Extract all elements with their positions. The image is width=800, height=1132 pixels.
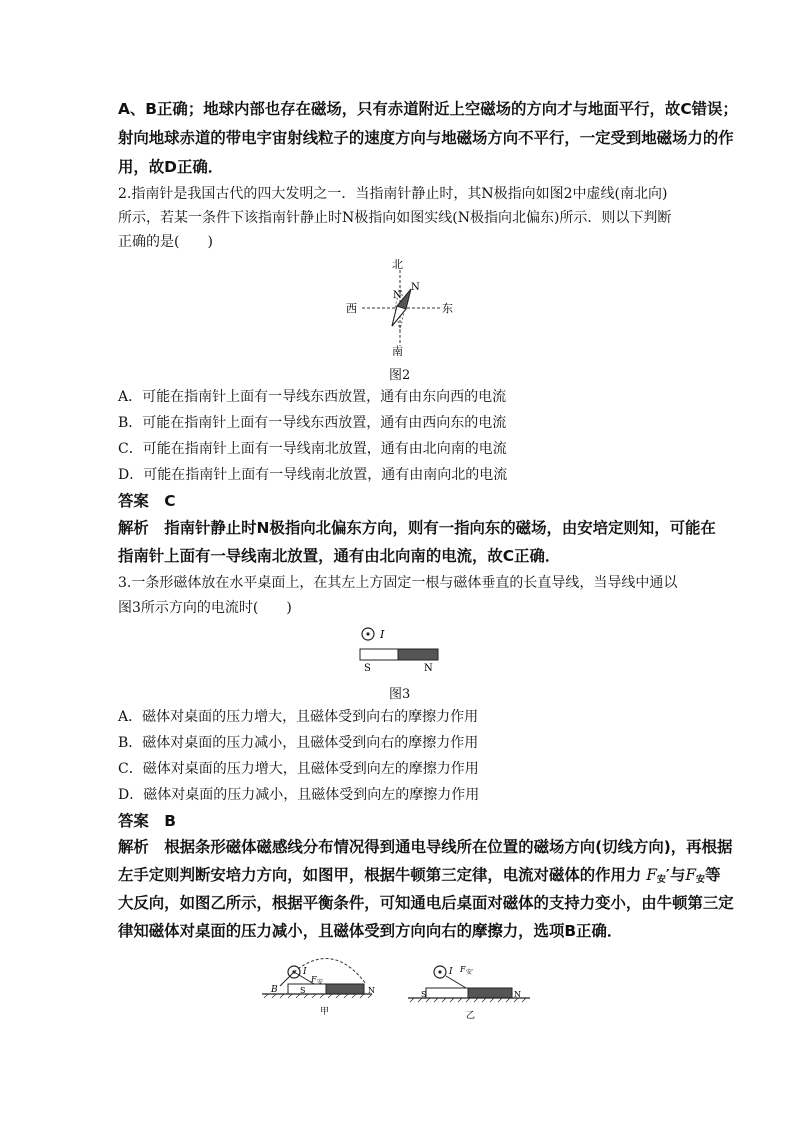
- label-f: F: [311, 975, 317, 984]
- figure-yi: [404, 952, 534, 1024]
- magnet-n-half: [468, 988, 512, 998]
- analysis-label: 解析: [118, 838, 149, 856]
- intro-line-1: A、B正确；地球内部也存在磁场，只有赤道附近上空磁场的方向才与地面平行，故C错误；: [118, 100, 738, 118]
- label-north: 北: [392, 258, 403, 271]
- q3-option-a: A．磁体对桌面的压力增大，且磁体受到向右的摩擦力作用: [118, 709, 479, 725]
- q3-analysis-4: 律知磁体对桌面的压力减小，且磁体受到方向向右的摩擦力，选项B正确．: [118, 922, 623, 940]
- magnet-figure: [350, 620, 450, 672]
- intro-line-3: 用，故D正确．: [118, 158, 224, 176]
- figure2-caption: 图2: [389, 368, 411, 383]
- q2-option-c: C．可能在指南针上面有一导线南北放置，通有由北向南的电流: [118, 441, 507, 457]
- wire-dot: [438, 970, 441, 973]
- wire-dot: [366, 632, 369, 635]
- q2-analysis-1: [118, 515, 716, 541]
- q3-option-c: C．磁体对桌面的压力增大，且磁体受到向左的摩擦力作用: [118, 761, 479, 777]
- q2-option-d: D．可能在指南针上面有一导线南北放置，通有由南向北的电流: [118, 467, 508, 483]
- caption-jia: 甲: [320, 1007, 330, 1017]
- figure3-caption: 图3: [389, 687, 411, 702]
- answer-label: 答案: [118, 492, 149, 510]
- figure-jia: [258, 952, 378, 1024]
- label-current: I: [380, 628, 385, 641]
- label-east: 东: [442, 302, 453, 315]
- q3-analysis-2: 左手定则判断安培力方向，如图甲，根据牛顿第三定律，电流对磁体的作用力 $F_安'$与$F_安$等: [118, 866, 721, 885]
- q3-line-2: 图3所示方向的电流时( ): [118, 600, 292, 616]
- needle-solid-south: [392, 306, 406, 326]
- q3-option-d: D．磁体对桌面的压力减小，且磁体受到向左的摩擦力作用: [118, 787, 480, 803]
- analysis-text: 指南针静止时N极指向北偏东方向，则有一指向东的磁场，由安培定则知，可能在: [164, 519, 716, 537]
- q2-option-a: A．可能在指南针上面有一导线东西放置，通有由东向西的电流: [118, 389, 507, 405]
- label-n: N: [424, 663, 433, 672]
- label-f-sub: 安′: [466, 969, 474, 976]
- q2-line-3: 正确的是( ): [118, 234, 213, 250]
- q3-line-1: 3.一条形磁体放在水平桌面上，在其左上方固定一根与磁体垂直的长直导线，当导线中通以: [118, 575, 678, 591]
- label-i: I: [303, 967, 307, 977]
- q3-analysis-1: [118, 834, 733, 860]
- caption-yi: 乙: [466, 1011, 476, 1021]
- answer-label: 答案: [118, 812, 149, 830]
- label-f: F: [460, 965, 466, 974]
- q2-answer: [118, 488, 690, 514]
- label-s: S: [364, 663, 371, 672]
- q2-line-2: 所示，若某一条件下该指南针静止时N极指向如图实线(N极指向北偏东)所示．则以下判断: [118, 210, 672, 226]
- label-b: B: [271, 985, 278, 995]
- q2-line-1: 2.指南针是我国古代的四大发明之一．当指南针静止时，其N极指向如图2中虚线(南北向): [118, 186, 668, 202]
- label-n: N: [514, 990, 521, 999]
- intro-line-2: 射向地球赤道的带电宇宙射线粒子的速度方向与地磁场方向不平行，一定受到地磁场力的作: [118, 129, 734, 147]
- label-f-sub: 安: [317, 979, 324, 986]
- analysis-label: 解析: [118, 519, 149, 537]
- label-south: 南: [392, 345, 403, 356]
- magnet-n-half: [398, 649, 438, 660]
- label-n: N: [368, 986, 375, 995]
- label-s: S: [300, 986, 306, 995]
- magnet-s-half: [360, 649, 398, 660]
- answer-value: C: [164, 492, 176, 510]
- magnet-n-half: [326, 984, 364, 994]
- q3-answer: [118, 808, 690, 834]
- magnet-s-half: [426, 988, 468, 998]
- label-n-solid: N: [411, 282, 420, 293]
- label-west: 西: [346, 302, 357, 315]
- q2-analysis-2: 指南针上面有一导线南北放置，通有由北向南的电流，故C正确．: [118, 547, 561, 565]
- label-s: S: [421, 990, 427, 999]
- label-i: I: [449, 967, 453, 977]
- f-reaction-vector: [446, 976, 466, 988]
- label-n-dashed: N: [393, 290, 402, 301]
- answer-value: B: [164, 812, 176, 830]
- analysis-text: 根据条形磁体磁感线分布情况得到通电导线所在位置的磁场方向(切线方向)，再根据: [164, 838, 733, 856]
- q2-option-b: B．可能在指南针上面有一导线东西放置，通有由西向东的电流: [118, 415, 507, 431]
- compass-figure: [340, 256, 460, 356]
- q3-analysis-3: 大反向，如图乙所示，根据平衡条件，可知通电后桌面对磁体的支持力变小，由牛顿第三定: [118, 894, 734, 912]
- q3-option-b: B．磁体对桌面的压力减小，且磁体受到向右的摩擦力作用: [118, 735, 479, 751]
